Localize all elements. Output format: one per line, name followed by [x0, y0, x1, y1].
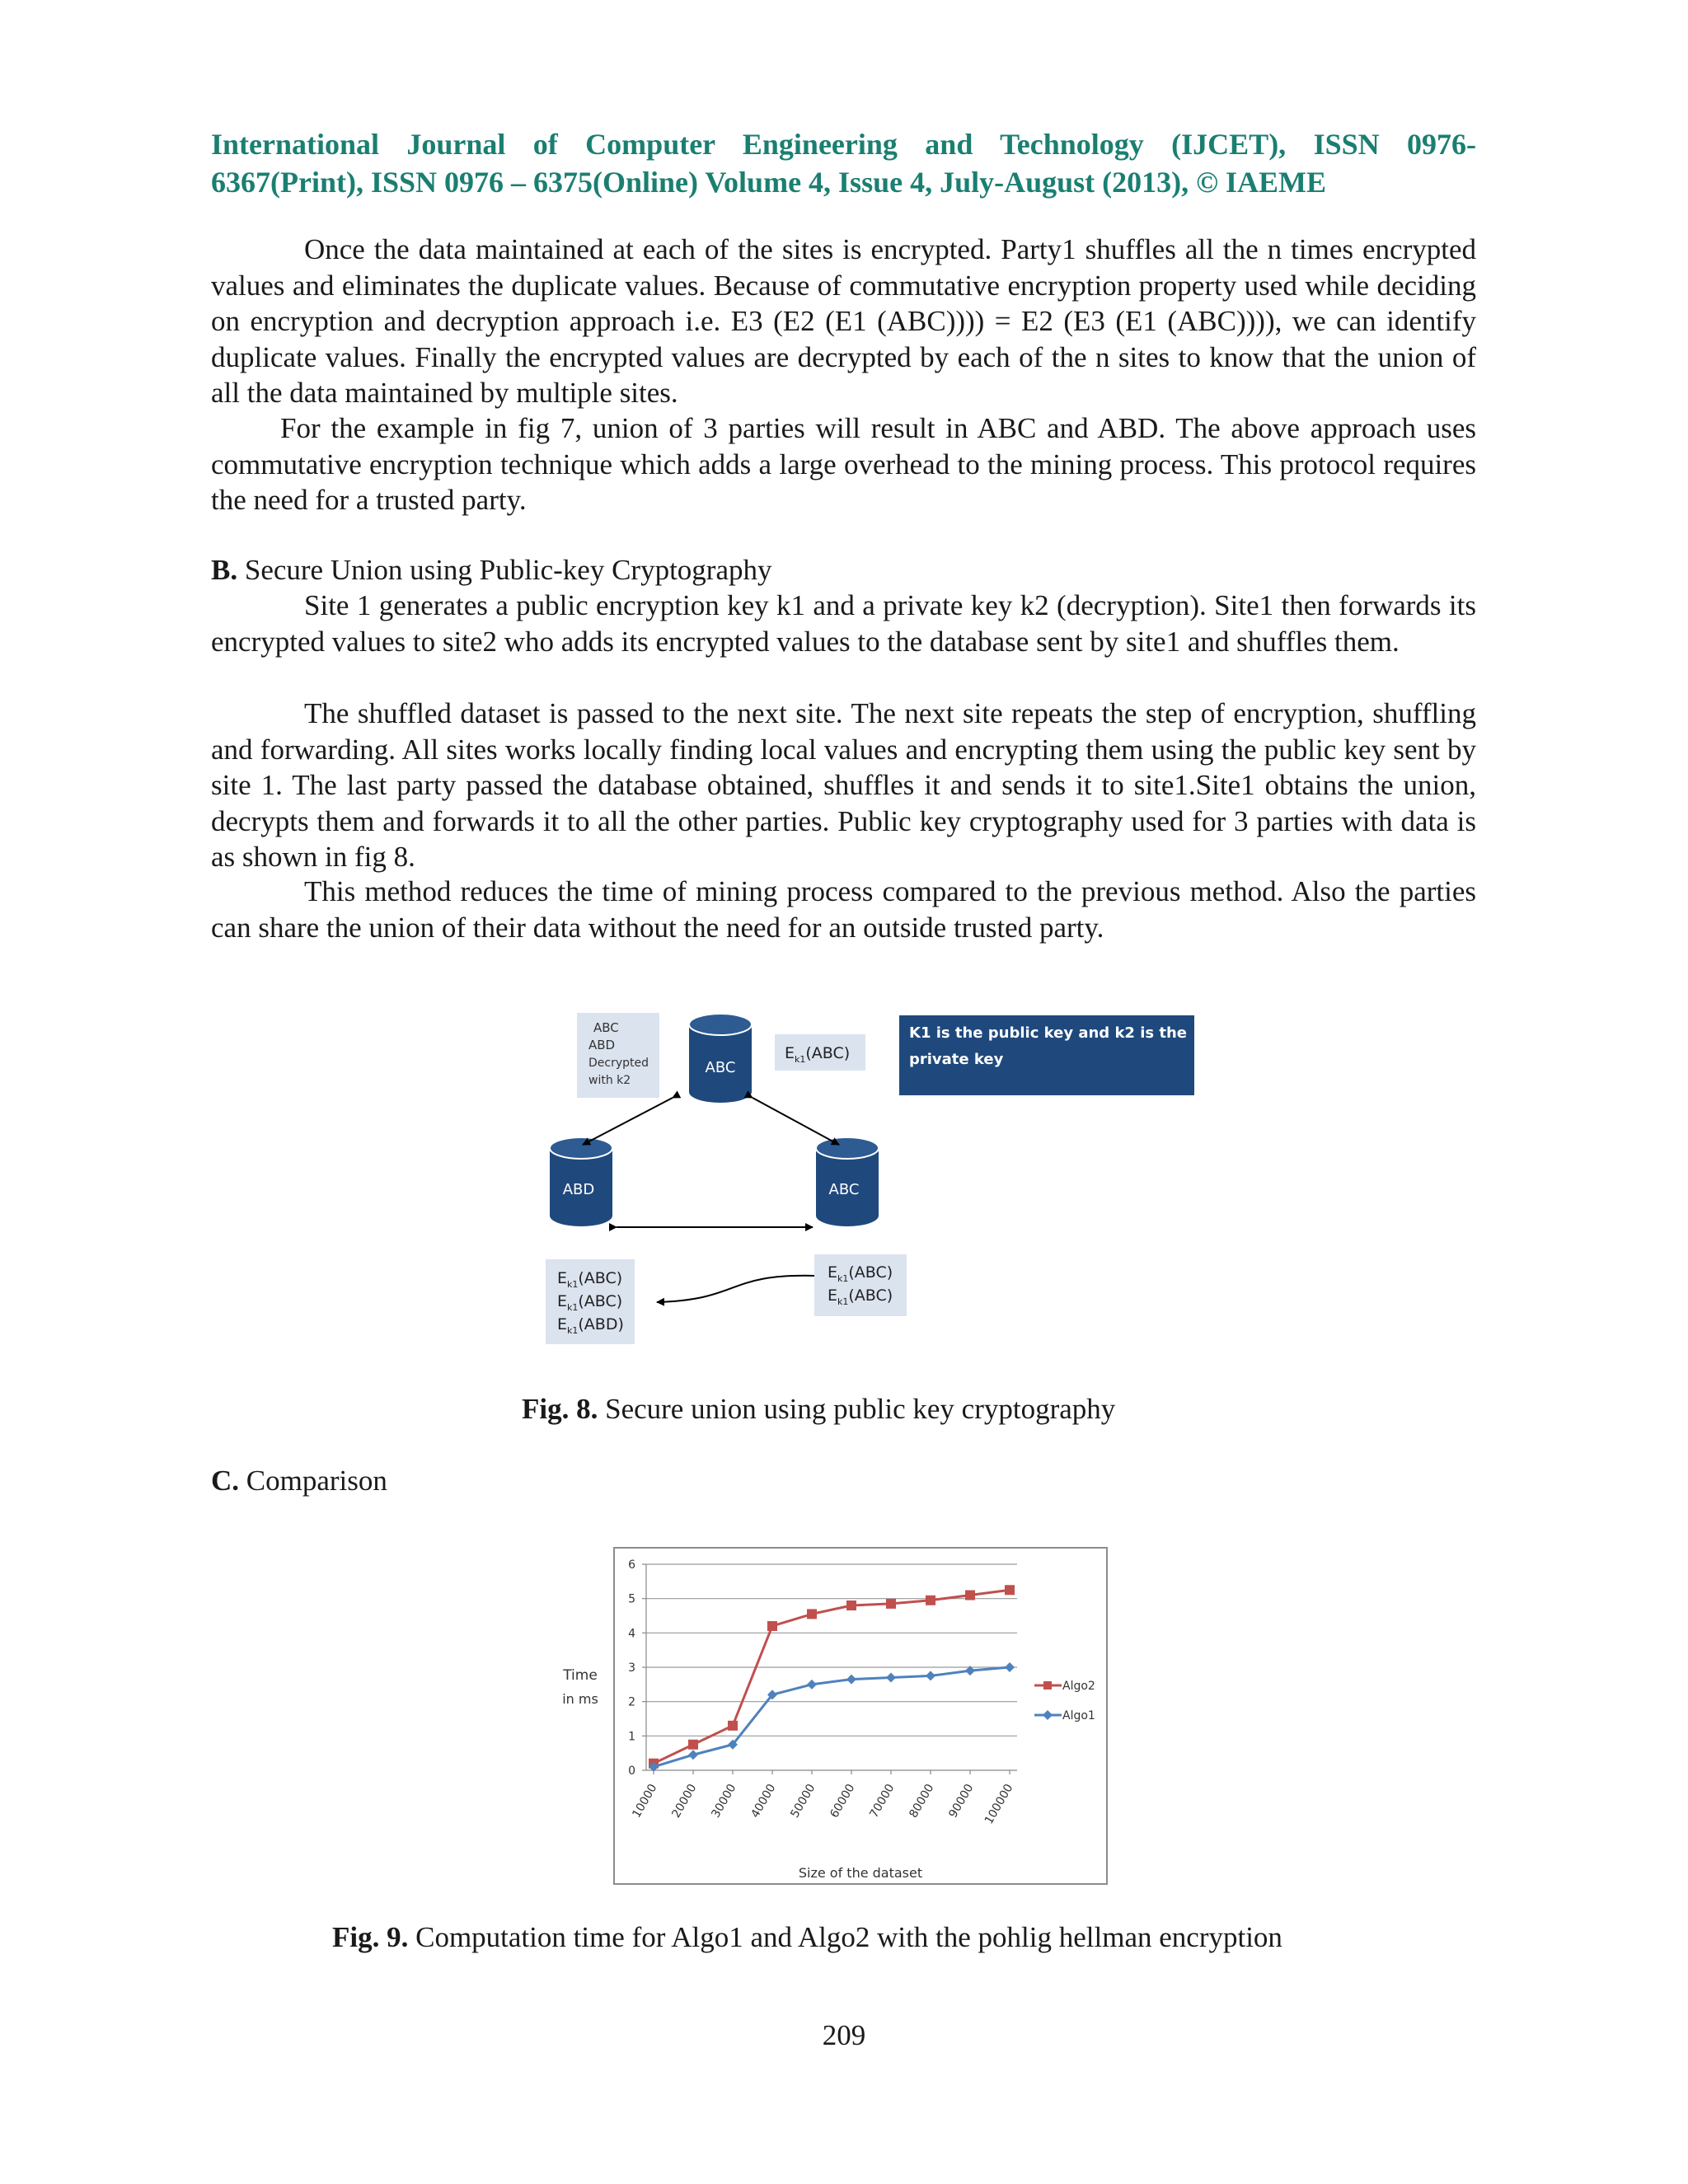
section-c-label: C.	[211, 1465, 240, 1497]
y-tick-label: 2	[628, 1695, 635, 1709]
database-top-icon	[689, 1014, 752, 1103]
y-tick-label: 4	[628, 1627, 635, 1641]
y-tick-label: 0	[628, 1765, 635, 1778]
data-point-algo2	[886, 1599, 896, 1609]
paragraph-1: Once the data maintained at each of the sites is encrypted. Party1 shuffles all the n times encrypted values and eliminates the duplicate values. Because of commutative encryption property used while deciding on encryption and decryption approach i.e. E3 (E2 (E1 (ABC)))) = E2 (E3 (E1 (ABC)))), we can identify duplicate values. Finally the encrypted values are decrypted by each of the n sites to know that the union of all the data maintained by multiple sites.	[211, 233, 1476, 409]
y-tick-label: 3	[628, 1661, 635, 1675]
arrow-top-right	[753, 1098, 839, 1145]
x-tick-label: 90000	[946, 1782, 977, 1821]
encrypted-value-top-box	[775, 1034, 865, 1071]
section-b-heading	[211, 552, 771, 588]
key-note-line-2: private key	[909, 1051, 1004, 1068]
key-note-box	[899, 1015, 1194, 1095]
page-number: 209	[822, 2019, 866, 2051]
section-b-label: B.	[211, 554, 238, 586]
header-line-1: International Journal of Computer Engineering and Technology (IJCET), ISSN 0976-	[211, 128, 1476, 161]
fig9-caption	[332, 1919, 1282, 1955]
database-left-label: ABD	[562, 1181, 595, 1198]
decrypted-note-box	[577, 1013, 659, 1098]
journal-header	[211, 125, 1476, 201]
section-b-title: Secure Union using Public-key Cryptography	[244, 554, 772, 586]
data-point-algo2	[728, 1721, 738, 1731]
fig9-chart	[554, 1541, 1131, 1887]
fig9-caption-text: Computation time for Algo1 and Algo2 with the pohlig hellman encryption	[415, 1921, 1282, 1953]
paragraph-3: Site 1 generates a public encryption key k1 and a private key k2 (decryption). Site1 then forwards its encrypted values to site2 who adds its encrypted values to the database sent by site1 and shuffles them.	[211, 589, 1476, 658]
y-tick-label: 6	[628, 1558, 635, 1572]
y-tick-label: 5	[628, 1592, 635, 1606]
note-line-4: with k2	[588, 1074, 631, 1087]
database-left-icon	[550, 1137, 612, 1226]
y-axis-label-line-2: in ms	[562, 1691, 598, 1707]
fig8-diagram	[528, 1001, 1203, 1356]
svg-text:Ek1(ABC): $E_{k1}(ABC)$	[828, 1263, 893, 1284]
encrypted-values-left-box	[546, 1259, 635, 1344]
x-tick-label: 30000	[709, 1782, 739, 1821]
y-tick-label: 1	[628, 1730, 635, 1744]
header-line-2: 6367(Print), ISSN 0976 – 6375(Online) Volume 4, Issue 4, July-August (2013), © IAEME	[211, 166, 1327, 199]
section-c-heading	[211, 1463, 387, 1498]
x-tick-label: 60000	[828, 1782, 858, 1821]
note-line-2: ABD	[588, 1038, 616, 1052]
note-line-3: Decrypted	[588, 1057, 649, 1070]
fig8-caption	[522, 1391, 1115, 1427]
paragraph-2: For the example in fig 7, union of 3 parties will result in ABC and ABD. The above approach uses commutative encryption technique which adds a large overhead to the mining process. This protocol requires the need for a trusted party.	[211, 412, 1476, 516]
database-top-label: ABC	[705, 1059, 736, 1076]
section-c-title: Comparison	[246, 1465, 387, 1497]
x-axis-label: Size of the dataset	[798, 1865, 923, 1881]
svg-text:Ek1(ABD): $E_{k1}(ABD)$	[557, 1315, 624, 1336]
database-right-label: ABC	[828, 1181, 860, 1198]
paragraph-4: The shuffled dataset is passed to the next site. The next site repeats the step of encryption, shuffling and forwarding. All sites works locally finding local values and encrypting them using the public key sent by site 1. The last party passed the database obtained, shuffles it and sends it to site1.Site1 obtains the union, decrypts them and forwards it to all the other parties. Public key cryptography used for 3 parties with data is as shown in fig 8.	[211, 697, 1476, 873]
x-tick-label: 10000	[630, 1782, 660, 1821]
key-note-line-1: K1 is the public key and k2 is the	[909, 1024, 1187, 1042]
x-tick-label: 70000	[867, 1782, 898, 1821]
data-point-algo2	[688, 1740, 698, 1750]
legend-label: Algo1	[1062, 1709, 1095, 1722]
x-tick-label: 20000	[669, 1782, 700, 1821]
legend-label: Algo2	[1062, 1680, 1095, 1693]
fig8-caption-label: Fig. 8.	[522, 1393, 598, 1425]
fig8-caption-text: Secure union using public key cryptography	[605, 1393, 1116, 1425]
svg-text:Ek1(ABC): $E_{k1}(ABC)$	[828, 1286, 893, 1307]
note-line-1: ABC	[593, 1020, 619, 1035]
svg-text:Ek1(ABC): $E_{k1}(ABC)$	[557, 1269, 623, 1290]
database-right-icon	[816, 1137, 879, 1226]
legend-marker	[1043, 1681, 1052, 1690]
data-point-algo2	[767, 1621, 777, 1631]
x-tick-label: 80000	[907, 1782, 937, 1821]
fig9-caption-label: Fig. 9.	[332, 1921, 409, 1953]
data-point-algo2	[807, 1609, 817, 1619]
y-axis-label-line-1: Time	[563, 1667, 598, 1684]
arrow-forward-curve	[657, 1276, 816, 1302]
data-point-algo2	[926, 1596, 935, 1605]
x-tick-label: 40000	[748, 1782, 779, 1821]
arrow-top-left	[583, 1098, 673, 1145]
data-point-algo2	[965, 1591, 975, 1601]
x-tick-label: 100000	[982, 1782, 1016, 1827]
svg-text:Ek1(ABC): $E_{k1}(ABC)$	[557, 1292, 623, 1313]
paragraph-5: This method reduces the time of mining process compared to the previous method. Also the parties can share the union of their data without the need for an outside trusted party.	[211, 875, 1476, 944]
encrypted-values-right-box	[814, 1254, 907, 1316]
svg-text:Ek1(ABC): $E_{k1}(ABC)$	[785, 1044, 851, 1065]
data-point-algo2	[846, 1601, 856, 1610]
x-tick-label: 50000	[788, 1782, 818, 1821]
data-point-algo2	[1005, 1585, 1015, 1595]
